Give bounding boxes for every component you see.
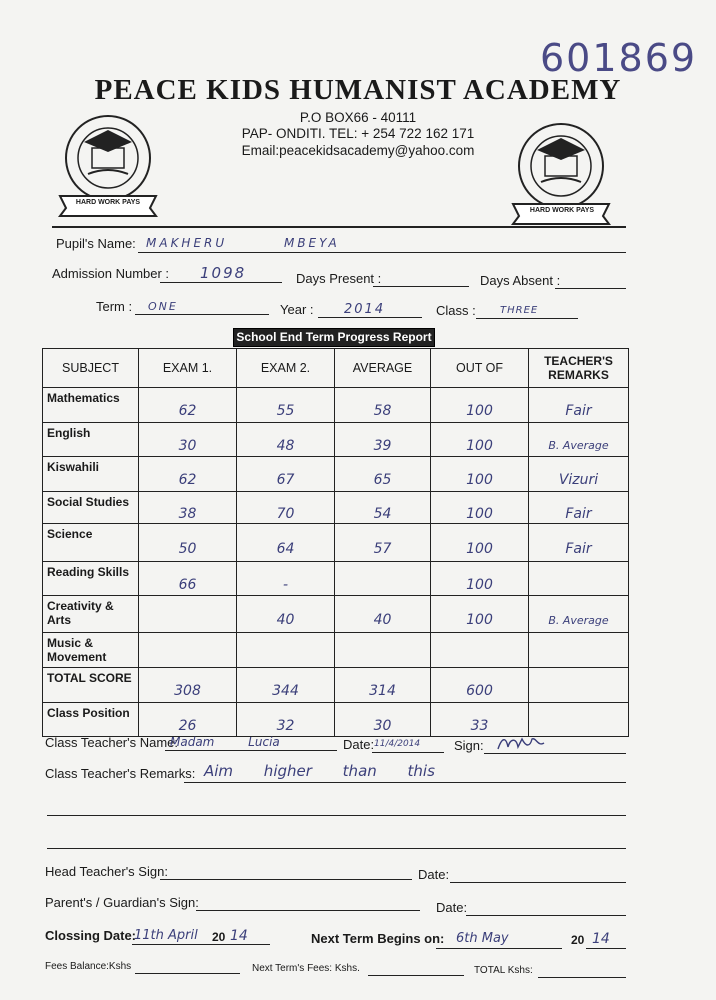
closing-year-prefix: 20 bbox=[212, 930, 226, 944]
admission-number-line bbox=[160, 282, 282, 283]
class-line bbox=[476, 318, 578, 319]
class-teacher-name-line bbox=[165, 750, 337, 751]
exam2-cell: 70 bbox=[276, 505, 295, 522]
school-name: PEACE KIDS HUMANIST ACADEMY bbox=[94, 74, 622, 106]
teacher-date-value: 11/4/2014 bbox=[374, 739, 421, 749]
subject-cell: Reading Skills bbox=[43, 562, 139, 596]
reference-number: 601869 bbox=[540, 36, 698, 80]
out-of-cell: 100 bbox=[466, 472, 493, 488]
subject-cell: Mathematics bbox=[43, 388, 139, 423]
closing-date-value: 11th April bbox=[134, 928, 198, 943]
exam2-cell: 55 bbox=[276, 403, 295, 419]
closing-date-line bbox=[132, 944, 270, 945]
out-of-cell: 33 bbox=[470, 717, 489, 734]
average-cell: 65 bbox=[373, 472, 392, 488]
exam1-cell: 66 bbox=[178, 576, 197, 593]
results-table bbox=[42, 348, 629, 737]
head-teacher-date-line bbox=[450, 882, 626, 883]
table-row bbox=[43, 457, 629, 492]
teacher-signature bbox=[494, 733, 550, 753]
subject-cell: Class Position bbox=[43, 703, 139, 737]
closing-date-label: Clossing Date: bbox=[45, 928, 137, 943]
subject-cell: Creativity & Arts bbox=[43, 596, 139, 633]
teacher-remarks-line-3 bbox=[47, 848, 626, 849]
out-of-cell: 100 bbox=[466, 612, 493, 628]
term-line bbox=[135, 314, 269, 315]
remarks-cell: B. Average bbox=[548, 613, 609, 627]
teacher-remarks-label: Class Teacher's Remarks: bbox=[45, 766, 196, 781]
table-row bbox=[43, 388, 629, 423]
head-teacher-sign-label: Head Teacher's Sign: bbox=[45, 864, 168, 879]
admission-number-label: Admission Number : bbox=[52, 266, 170, 281]
exam1-cell: 62 bbox=[178, 472, 197, 488]
average-cell: 40 bbox=[373, 612, 392, 628]
next-term-fees-label: Next Term's Fees: Kshs. bbox=[252, 963, 360, 974]
parent-date-label: Date: bbox=[436, 900, 468, 915]
term-label: Term : bbox=[96, 299, 133, 314]
subject-cell: Music & Movement bbox=[43, 633, 139, 668]
school-box: P.O BOX66 - 40111 bbox=[299, 110, 417, 125]
parent-sign-label: Parent's / Guardian's Sign: bbox=[45, 895, 199, 910]
total-kshs-label: TOTAL Kshs: bbox=[474, 965, 533, 976]
exam1-cell: 62 bbox=[178, 403, 197, 419]
out-of-cell: 100 bbox=[466, 505, 493, 522]
next-term-begins-label: Next Term Begins on: bbox=[311, 931, 445, 946]
pupil-name-line bbox=[138, 252, 626, 253]
subject-cell: Kiswahili bbox=[43, 457, 139, 492]
header-divider bbox=[52, 226, 626, 228]
average-cell: 54 bbox=[373, 505, 392, 522]
exam2-cell: 64 bbox=[276, 540, 295, 557]
header-out-of: OUT OF bbox=[431, 349, 529, 388]
report-title-banner: School End Term Progress Report bbox=[233, 328, 435, 347]
class-label: Class : bbox=[436, 303, 476, 318]
table-row bbox=[43, 668, 629, 703]
average-cell: 39 bbox=[373, 437, 392, 454]
table-row bbox=[43, 423, 629, 457]
logo-motto-right: HARD WORK PAYS bbox=[529, 207, 595, 214]
term-value: ONE bbox=[148, 300, 178, 313]
head-teacher-date-label: Date: bbox=[418, 867, 450, 882]
out-of-cell: 100 bbox=[466, 540, 493, 557]
header-exam2: EXAM 2. bbox=[237, 349, 335, 388]
parent-date-line bbox=[466, 915, 626, 916]
table-row bbox=[43, 562, 629, 596]
exam2-cell: 40 bbox=[276, 612, 295, 628]
next-term-year-prefix: 20 bbox=[571, 933, 585, 947]
next-term-begins-line bbox=[436, 948, 562, 949]
admission-number-value: 1098 bbox=[200, 264, 247, 282]
closing-year-value: 14 bbox=[230, 928, 248, 944]
remarks-cell: Vizuri bbox=[558, 472, 599, 488]
out-of-cell: 100 bbox=[466, 576, 493, 593]
average-cell: 314 bbox=[369, 683, 396, 699]
next-term-year-line bbox=[586, 948, 626, 949]
total-kshs-line bbox=[538, 977, 626, 978]
school-email: Email:peacekidsacademy@yahoo.com bbox=[241, 143, 475, 158]
days-absent-label: Days Absent : bbox=[480, 273, 561, 288]
teacher-remarks-line-2 bbox=[47, 815, 626, 816]
teacher-remarks-line-1 bbox=[184, 782, 626, 783]
teacher-remarks-value: Aim higher than this bbox=[204, 762, 435, 780]
next-term-year-value: 14 bbox=[592, 931, 610, 947]
subject-cell: Social Studies bbox=[43, 492, 139, 524]
subject-cell: TOTAL SCORE bbox=[43, 668, 139, 703]
header-exam1: EXAM 1. bbox=[139, 349, 237, 388]
exam1-cell: 38 bbox=[178, 505, 197, 522]
school-tel: PAP- ONDITI. TEL: + 254 722 162 171 bbox=[241, 126, 475, 141]
remarks-cell: B. Average bbox=[548, 439, 609, 452]
header-average: AVERAGE bbox=[335, 349, 431, 388]
fees-balance-line bbox=[135, 973, 240, 974]
year-label: Year : bbox=[280, 302, 314, 317]
exam1-cell: 30 bbox=[178, 437, 197, 454]
days-absent-line bbox=[555, 288, 626, 289]
exam1-cell: 50 bbox=[178, 540, 197, 557]
table-row bbox=[43, 633, 629, 668]
days-present-label: Days Present : bbox=[296, 271, 382, 286]
exam1-cell: 26 bbox=[178, 717, 197, 734]
table-header-row bbox=[43, 349, 629, 388]
exam2-cell: 67 bbox=[276, 472, 295, 488]
subject-cell: English bbox=[43, 423, 139, 457]
head-teacher-sign-line bbox=[160, 879, 412, 880]
parent-sign-line bbox=[196, 910, 420, 911]
exam2-cell: 32 bbox=[276, 717, 295, 734]
average-cell: 58 bbox=[373, 403, 392, 419]
year-line bbox=[318, 317, 422, 318]
teacher-sign-line bbox=[484, 753, 626, 754]
next-term-fees-line bbox=[368, 975, 464, 976]
subject-cell: Science bbox=[43, 524, 139, 562]
out-of-cell: 600 bbox=[466, 683, 493, 699]
remarks-cell: Fair bbox=[565, 403, 592, 419]
exam2-cell: - bbox=[282, 576, 289, 593]
teacher-date-label: Date: bbox=[343, 737, 375, 752]
exam2-cell: 344 bbox=[272, 683, 299, 699]
out-of-cell: 100 bbox=[466, 437, 493, 454]
table-row bbox=[43, 703, 629, 737]
average-cell: 30 bbox=[373, 717, 392, 734]
pupil-name-label: Pupil's Name: bbox=[56, 236, 136, 251]
header-subject: SUBJECT bbox=[43, 349, 139, 388]
teacher-date-line bbox=[372, 752, 444, 753]
teacher-sign-label: Sign: bbox=[454, 738, 484, 753]
average-cell: 57 bbox=[373, 540, 392, 557]
year-value: 2014 bbox=[344, 302, 386, 317]
fees-balance-label: Fees Balance:Kshs bbox=[45, 961, 132, 972]
exam2-cell: 48 bbox=[276, 437, 295, 454]
remarks-cell: Fair bbox=[565, 540, 592, 557]
table-row bbox=[43, 524, 629, 562]
table-row bbox=[43, 596, 629, 633]
days-present-line bbox=[373, 286, 469, 287]
class-teacher-name-value: Madam Lucia bbox=[170, 735, 280, 749]
remarks-cell: Fair bbox=[565, 505, 592, 522]
pupil-name-value: MAKHERU MBEYA bbox=[146, 236, 340, 250]
out-of-cell: 100 bbox=[466, 403, 493, 419]
exam1-cell: 308 bbox=[174, 683, 201, 699]
header-teacher-remarks: TEACHER'S REMARKS bbox=[529, 349, 629, 388]
next-term-begins-value: 6th May bbox=[456, 931, 509, 946]
table-row bbox=[43, 492, 629, 524]
logo-motto-left: HARD WORK PAYS bbox=[75, 199, 141, 206]
class-teacher-name-label: Class Teacher's Name: bbox=[45, 735, 179, 750]
class-value: THREE bbox=[500, 305, 539, 316]
